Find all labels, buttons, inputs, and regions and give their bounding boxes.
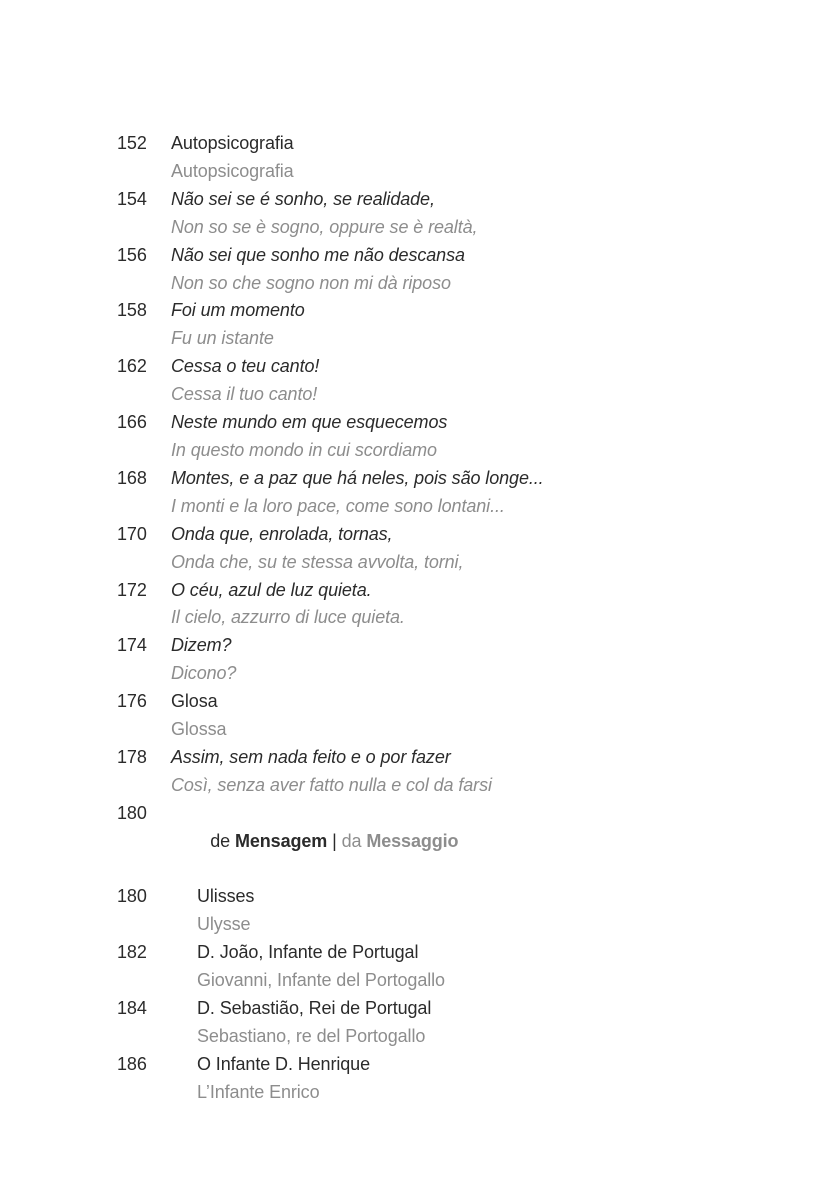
poem-title: Onda que, enrolada, tornas, — [171, 523, 393, 544]
entry-text — [171, 186, 477, 242]
poem-translation: Autopsicografia — [171, 160, 294, 181]
entry-text — [197, 995, 431, 1051]
poem-title: O Infante D. Henrique — [197, 1053, 370, 1074]
page-number: 184 — [117, 998, 147, 1019]
page-number: 158 — [117, 300, 147, 321]
entry-text — [171, 521, 463, 577]
toc-entry — [117, 130, 544, 186]
entry-text — [197, 1051, 370, 1107]
poem-title: Montes, e a paz que há neles, pois são longe... — [171, 467, 544, 488]
entry-text — [171, 688, 226, 744]
poem-translation: In questo mondo in cui scordiamo — [171, 439, 437, 460]
toc-section-entry — [117, 800, 544, 884]
poem-translation: Non so che sogno non mi dà riposo — [171, 272, 451, 293]
toc-entry — [117, 521, 544, 577]
poem-translation: Ulysse — [197, 914, 251, 935]
toc-entry — [117, 883, 544, 939]
poem-translation: L’Infante Enrico — [197, 1081, 320, 1102]
poem-translation: I monti e la loro pace, come sono lontani... — [171, 495, 505, 516]
page-number: 176 — [117, 691, 147, 712]
poem-title: O céu, azul de luz quieta. — [171, 579, 372, 600]
page-number: 168 — [117, 467, 147, 488]
poem-translation: Cessa il tuo canto! — [171, 384, 318, 405]
toc-entry — [117, 1051, 544, 1107]
section-name-pt: Mensagem — [234, 830, 328, 851]
toc-entry — [117, 577, 544, 633]
toc-entry — [117, 632, 544, 688]
poem-translation: Sebastiano, re del Portogallo — [197, 1026, 426, 1046]
poem-title: Autopsicografia — [171, 133, 294, 153]
toc-entry — [117, 297, 544, 353]
entry-text — [171, 465, 544, 521]
poem-title: Cessa o teu canto! — [171, 356, 320, 377]
poem-title: Neste mundo em que esquecemos — [171, 412, 448, 433]
page-number: 178 — [117, 746, 147, 767]
poem-title: Assim, sem nada feito e o por fazer — [171, 746, 451, 767]
poem-title: Não sei que sonho me não descansa — [171, 244, 465, 265]
poem-translation: Non so se è sogno, oppure se è realtà, — [171, 216, 478, 237]
toc-entry — [117, 995, 544, 1051]
toc-entry — [117, 242, 544, 298]
page-number: 172 — [117, 579, 147, 600]
toc-entry — [117, 939, 544, 995]
section-prefix-pt: de — [210, 830, 235, 851]
section-text — [171, 800, 458, 884]
page-number: 162 — [117, 356, 147, 377]
toc-entry — [117, 353, 544, 409]
poem-translation: Onda che, su te stessa avvolta, torni, — [171, 551, 464, 572]
poem-translation: Così, senza aver fatto nulla e col da farsi — [171, 774, 492, 795]
entry-text — [197, 883, 254, 939]
entry-text — [171, 577, 405, 633]
poem-title: Ulisses — [197, 886, 255, 907]
page-number: 166 — [117, 412, 147, 433]
entry-text — [171, 409, 447, 465]
section-prefix-it: da — [341, 830, 367, 851]
poem-title: Foi um momento — [171, 300, 305, 321]
entry-text — [171, 242, 465, 298]
poem-title: Glosa — [171, 691, 218, 712]
poem-title: D. Sebastião, Rei de Portugal — [197, 998, 432, 1019]
poem-title: Não sei se é sonho, se realidade, — [171, 188, 435, 209]
poem-translation: Fu un istante — [171, 328, 274, 349]
section-name-it: Messaggio — [366, 830, 459, 851]
toc-entry — [117, 744, 544, 800]
toc-entry — [117, 465, 544, 521]
toc-entry — [117, 186, 544, 242]
entry-text — [171, 353, 319, 409]
entry-text — [171, 632, 236, 688]
page-number: 170 — [117, 523, 147, 544]
page-number: 180 — [117, 886, 147, 907]
page-number: 180 — [117, 802, 147, 823]
page-number: 174 — [117, 635, 147, 656]
page-number: 152 — [117, 133, 147, 153]
entry-text — [171, 297, 305, 353]
page-number: 154 — [117, 188, 147, 209]
toc-entry — [117, 688, 544, 744]
poem-translation: Glossa — [171, 719, 227, 740]
table-of-contents — [117, 130, 544, 1107]
poem-translation: Dicono? — [171, 663, 237, 684]
entry-text — [197, 939, 445, 995]
page-number: 156 — [117, 244, 147, 265]
poem-translation: Il cielo, azzurro di luce quieta. — [171, 607, 405, 628]
page-number: 186 — [117, 1053, 147, 1074]
entry-text — [171, 744, 492, 800]
poem-title: D. João, Infante de Portugal — [197, 942, 419, 963]
poem-translation: Giovanni, Infante del Portogallo — [197, 970, 445, 991]
section-title-line — [171, 800, 458, 884]
entry-text — [171, 130, 294, 186]
page-number: 182 — [117, 942, 147, 963]
poem-title: Dizem? — [171, 635, 232, 656]
section-divider: | — [327, 830, 342, 851]
toc-entry — [117, 409, 544, 465]
